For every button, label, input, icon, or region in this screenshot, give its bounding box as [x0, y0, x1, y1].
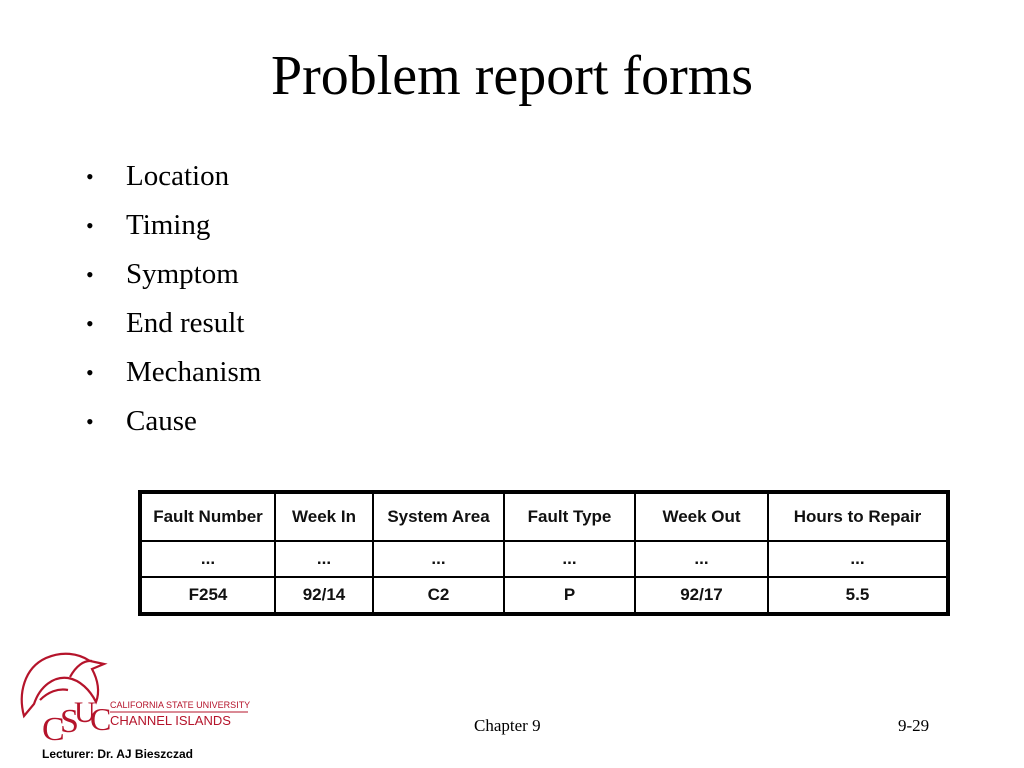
bullet-glyph: •: [86, 409, 94, 434]
column-header: Fault Type: [504, 492, 635, 541]
table-cell: 92/17: [635, 577, 768, 614]
table-cell: ...: [373, 541, 504, 577]
table-cell: P: [504, 577, 635, 614]
bullet-text: Timing: [126, 209, 211, 241]
bullet-glyph: •: [86, 213, 94, 238]
bullet-text: End result: [126, 307, 245, 339]
table-cell: F254: [140, 577, 275, 614]
bullet-text: Symptom: [126, 258, 239, 290]
bullet-glyph: •: [86, 311, 94, 336]
bullet-item: [86, 348, 261, 397]
logo-letters: [42, 696, 111, 744]
bullet-text: Cause: [126, 405, 197, 437]
bullet-item: [86, 201, 261, 250]
logo-letter: C: [90, 701, 112, 737]
column-header: System Area: [373, 492, 504, 541]
table-cell: 92/14: [275, 577, 373, 614]
bullet-item: [86, 250, 261, 299]
bullet-item: [86, 299, 261, 348]
table-cell: ...: [140, 541, 275, 577]
table-cell: ...: [275, 541, 373, 577]
bullet-text: Mechanism: [126, 356, 262, 388]
column-header: Hours to Repair: [768, 492, 948, 541]
fault-report-table: [138, 490, 950, 616]
column-header: Week Out: [635, 492, 768, 541]
logo-line2: CHANNEL ISLANDS: [110, 713, 231, 728]
bullet-text: Location: [126, 160, 230, 192]
column-header: Fault Number: [140, 492, 275, 541]
column-header: Week In: [275, 492, 373, 541]
footer-chapter: Chapter 9: [474, 716, 541, 735]
bullet-glyph: •: [86, 164, 94, 189]
table-row: [140, 577, 948, 614]
bullet-glyph: •: [86, 262, 94, 287]
slide-title: Problem report forms: [270, 45, 754, 107]
table-cell: ...: [768, 541, 948, 577]
bullet-item: [86, 152, 261, 201]
table-cell: ...: [635, 541, 768, 577]
bullet-item: [86, 397, 261, 446]
university-logo: [10, 644, 255, 744]
table-cell: ...: [504, 541, 635, 577]
logo-letter: U: [74, 696, 96, 729]
bullet-list: [86, 152, 261, 446]
bullet-glyph: •: [86, 360, 94, 385]
table-header-row: [140, 492, 948, 541]
footer-page-number: 9-29: [898, 716, 930, 735]
table-row: [140, 541, 948, 577]
logo-letter: C: [42, 711, 65, 744]
logo-line1: CALIFORNIA STATE UNIVERSITY: [110, 700, 251, 710]
logo-letter: S: [60, 703, 79, 740]
footer-lecturer: Lecturer: Dr. AJ Bieszczad: [42, 747, 193, 761]
table-cell: 5.5: [768, 577, 948, 614]
table-cell: C2: [373, 577, 504, 614]
logo-wordmark: [110, 700, 250, 728]
